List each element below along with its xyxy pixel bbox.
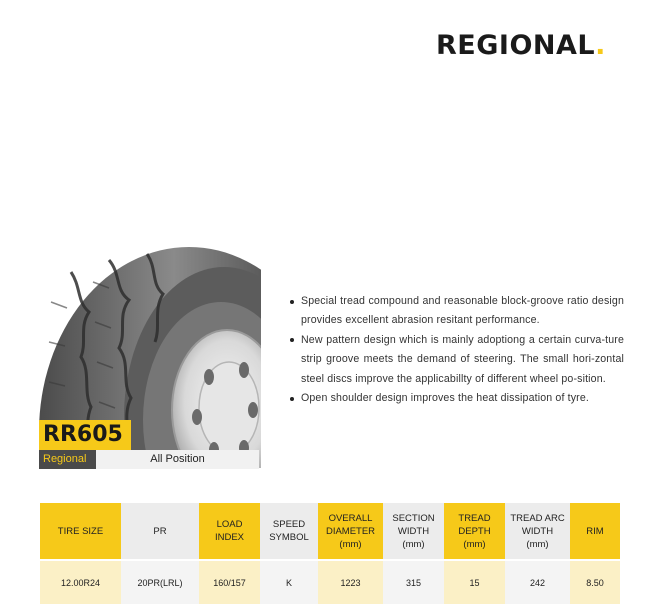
header-overall-diameter: OVERALL DIAMETER (mm) (318, 503, 383, 560)
header-pr: PR (121, 503, 199, 560)
header-speed-symbol: SPEED SYMBOL (260, 503, 318, 560)
cell-section-width: 315 (383, 560, 444, 604)
cell-overall-diameter: 1223 (318, 560, 383, 604)
product-labels (39, 450, 259, 469)
cell-pr: 20PR(LRL) (121, 560, 199, 604)
cell-tread-depth: 15 (444, 560, 505, 604)
feature-item: Open shoulder design improves the heat dissipation of tyre. (289, 389, 624, 408)
category-label: Regional (39, 450, 96, 469)
page-title (436, 30, 606, 61)
feature-list (289, 292, 624, 408)
cell-tread-arc-width: 242 (505, 560, 570, 604)
header-tread-depth: TREAD DEPTH (mm) (444, 503, 505, 560)
header-tread-arc-width: TREAD ARC WIDTH (mm) (505, 503, 570, 560)
header-rim: RIM (570, 503, 620, 560)
position-label: All Position (96, 450, 259, 469)
header-tire-size: TIRE SIZE (40, 503, 121, 560)
header-section-width: SECTION WIDTH (mm) (383, 503, 444, 560)
table-row (40, 560, 620, 604)
feature-item: Special tread compound and reasonable block-groove ratio design provides excellent abrasion resitant performance. (289, 292, 624, 331)
header-load-index: LOAD INDEX (199, 503, 260, 560)
table-header-row (40, 503, 620, 560)
brand-title: REGIONAL (436, 30, 596, 61)
model-name: RR605 (39, 420, 131, 450)
spec-table (40, 503, 620, 604)
feature-item: New pattern design which is mainly adoptiong a certain curva-ture strip groove meets the demand of steering. The small hori-zontal steel discs improve the applicabillty of different wheel po-sition. (289, 331, 624, 389)
cell-speed-symbol: K (260, 560, 318, 604)
cell-rim: 8.50 (570, 560, 620, 604)
cell-tire-size: 12.00R24 (40, 560, 121, 604)
cell-load-index: 160/157 (199, 560, 260, 604)
brand-dot: . (595, 30, 606, 61)
